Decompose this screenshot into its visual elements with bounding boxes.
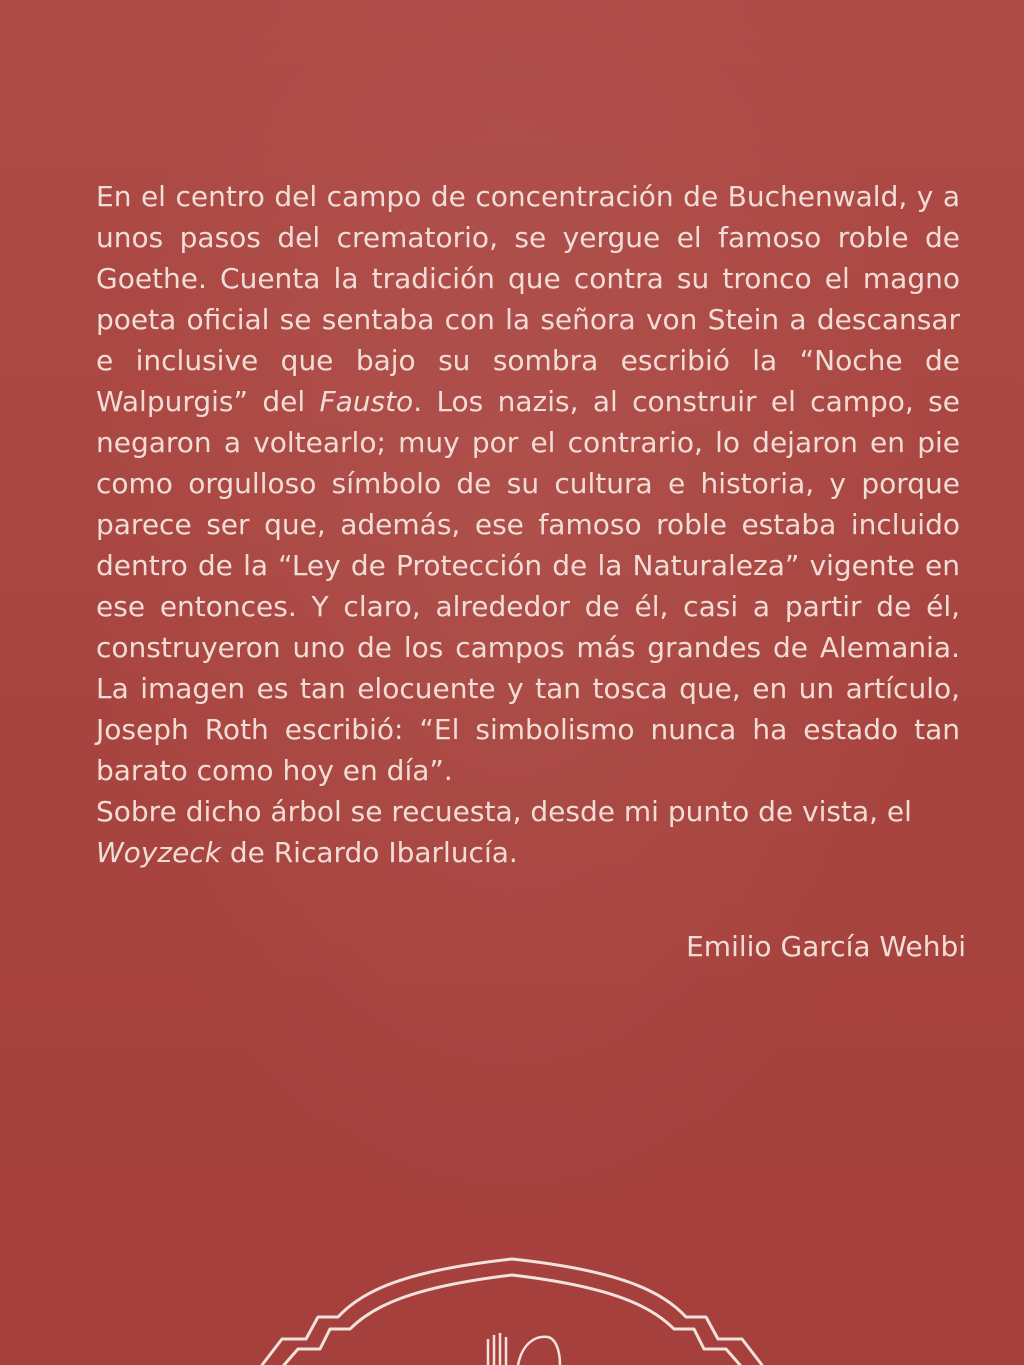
paragraph-2-text-a: Sobre dicho árbol se recuesta, desde mi punto de vista, el bbox=[96, 795, 912, 828]
paragraph-1-text-a: En el centro del campo de concentración de Buchenwald, y a unos pasos del crematorio, se yergue el famoso roble de Goethe. Cuenta la tradición que contra su tronco el magno poeta oficial se sentaba con la señora von Stein a descansar e inclusive que bajo su sombra escribió la “Noche de Walpurgis” del bbox=[96, 180, 960, 418]
paragraph-1-text-b: . Los nazis, al construir el campo, se negaron a voltearlo; muy por el contrario, lo dejaron en pie como orgulloso símbolo de su cultura e historia, y porque parece ser que, además, ese famoso roble estaba incluido dentro de la “Ley de Protección de la Naturaleza” vigente en ese entonces. Y claro, alrededor de él, casi a partir de él, construyeron uno de los campos más grandes de Alemania. La imagen es tan elocuente y tan tosca que, en un artículo, Joseph Roth escribió: “El simbolismo nunca ha estado tan barato como hoy en día”. bbox=[96, 385, 960, 787]
paragraph-2 bbox=[96, 791, 960, 873]
paragraph-2-text-b: de Ricardo Ibarlucía. bbox=[220, 836, 518, 869]
author-signature: Emilio García Wehbi bbox=[686, 930, 966, 963]
paragraph-2-italic-title: Woyzeck bbox=[96, 836, 221, 869]
decorative-frame-emblem-icon bbox=[0, 1235, 1024, 1365]
body-text bbox=[96, 176, 960, 873]
paragraph-1 bbox=[96, 176, 960, 791]
paragraph-1-italic-title: Fausto bbox=[319, 385, 414, 418]
